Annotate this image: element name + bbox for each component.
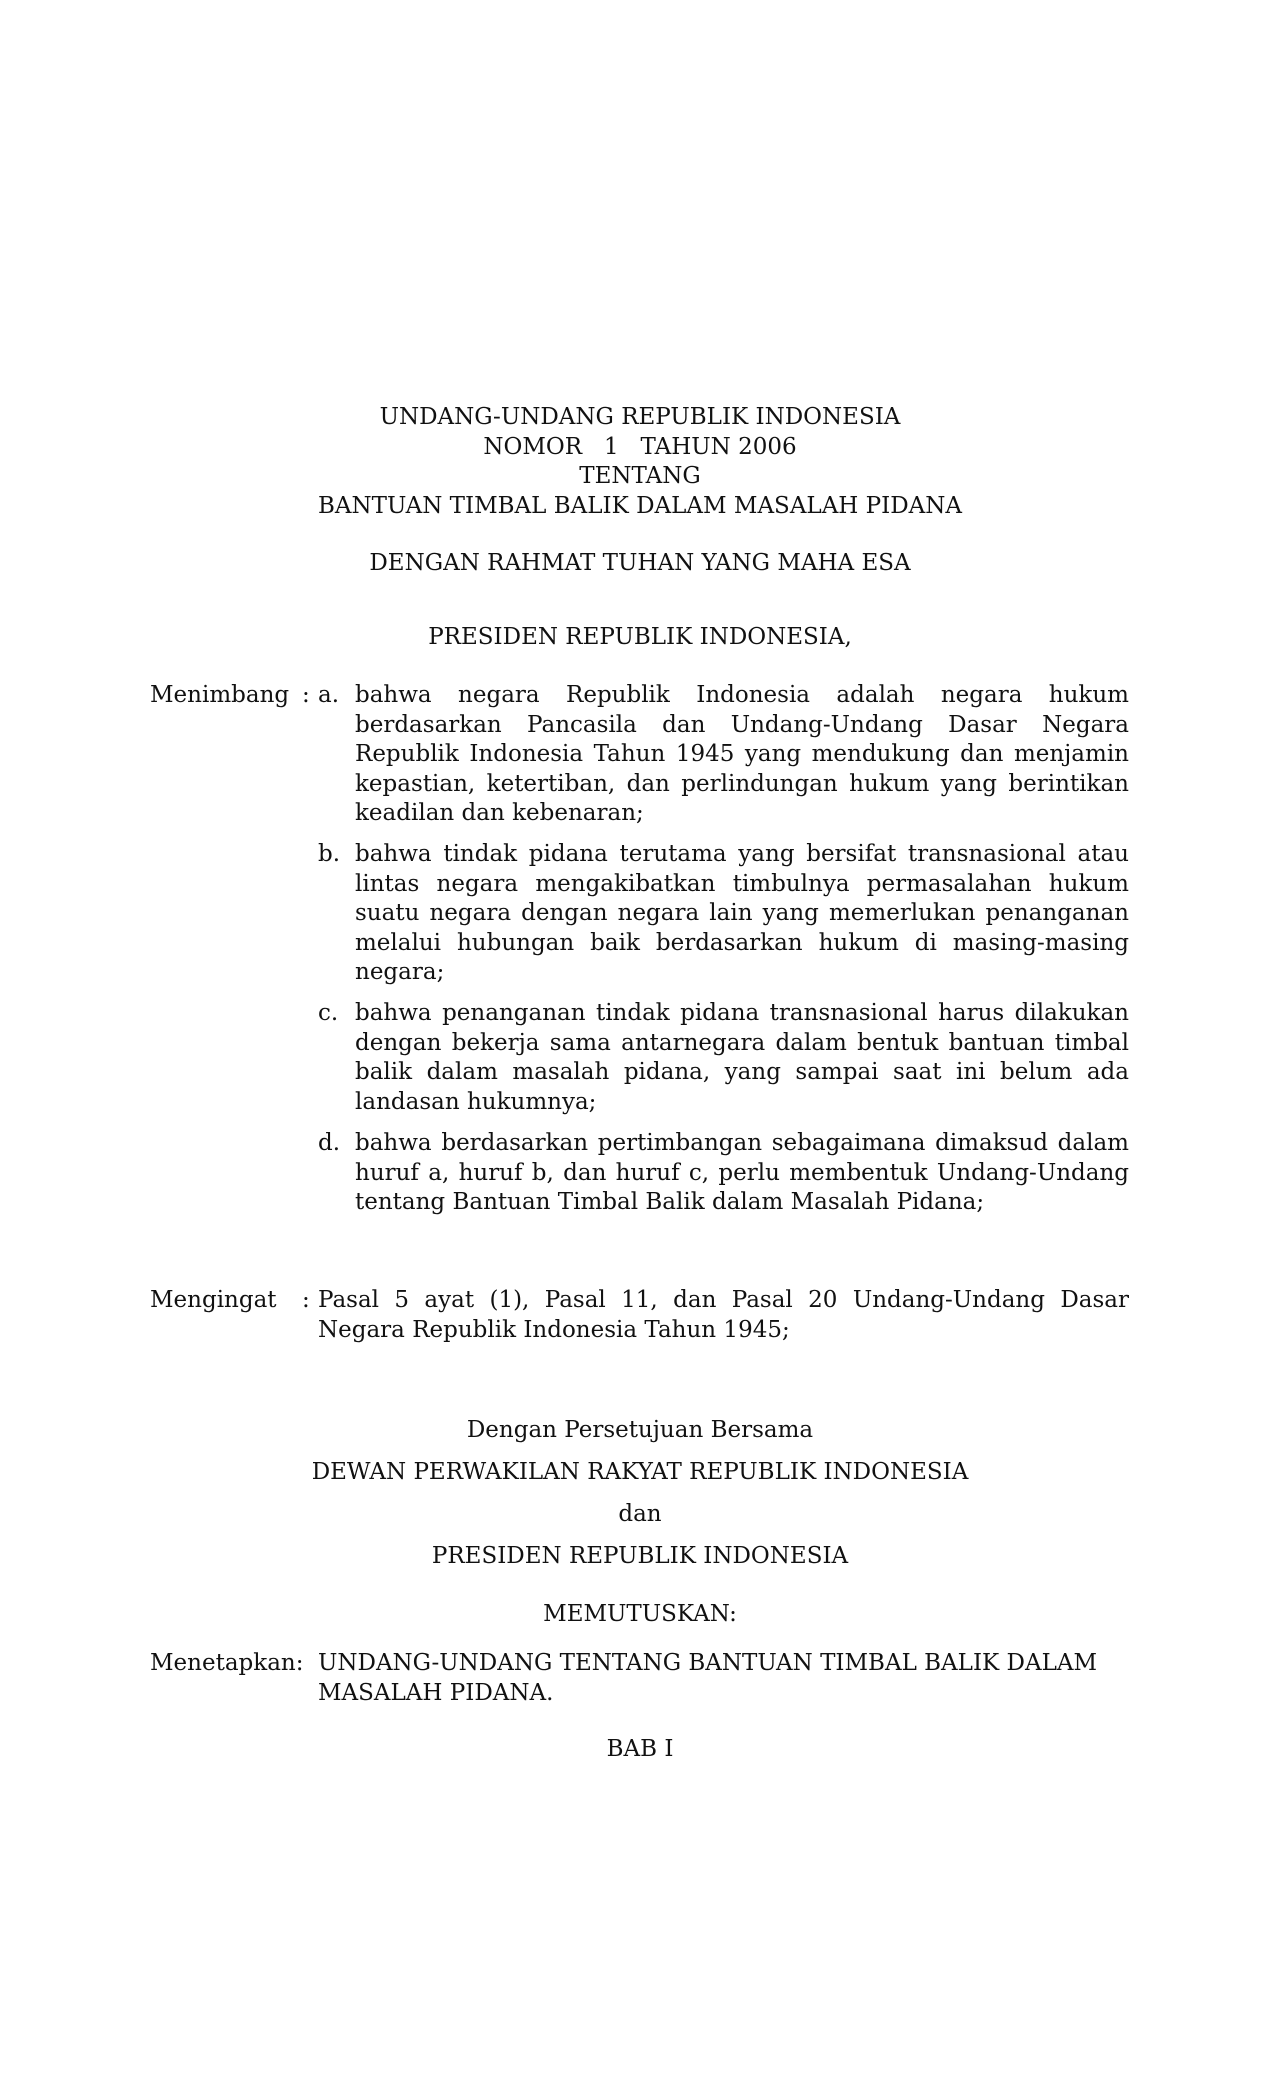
menimbang-label: Menimbang [150, 682, 290, 708]
approval-president: PRESIDEN REPUBLIK INDONESIA [431, 1543, 849, 1569]
mengingat-section [150, 1286, 1130, 1346]
approval-dpr: DEWAN PERWAKILAN RAKYAT REPUBLIK INDONESIA [311, 1459, 969, 1485]
decision-heading: MEMUTUSKAN: [543, 1601, 737, 1627]
invocation: DENGAN RAHMAT TUHAN YANG MAHA ESA [369, 550, 911, 576]
menimbang-item-b-letter: b. [318, 841, 341, 867]
chapter-heading: BAB I [606, 1736, 674, 1762]
menimbang-colon: : [302, 682, 310, 708]
mengingat-colon: : [302, 1287, 310, 1313]
menetapkan-label: Menetapkan: [150, 1650, 304, 1676]
menimbang-item-b-text: bahwa tindak pidana terutama yang bersifat transnasional atau lintas negara mengakibatkan timbulnya permasalahan hukum suatu negara dengan negara lain yang memerlukan penanganan melalui hubungan baik berdasarkan hukum di masing-masing negara; [355, 841, 1129, 985]
menetapkan-section [150, 1649, 1130, 1709]
approval-intro: Dengan Persetujuan Bersama [466, 1417, 814, 1443]
menimbang-section [150, 681, 1130, 1251]
president-heading: PRESIDEN REPUBLIK INDONESIA, [428, 624, 852, 650]
law-about: TENTANG [579, 463, 701, 489]
approval-and: dan [618, 1501, 662, 1527]
menetapkan-text: UNDANG-UNDANG TENTANG BANTUAN TIMBAL BALIK DALAM MASALAH PIDANA. [318, 1650, 1098, 1706]
menimbang-item-a-text: bahwa negara Republik Indonesia adalah negara hukum berdasarkan Pancasila dan Undang-Undang Dasar Negara Republik Indonesia Tahun 1945 yang mendukung dan menjamin kepastian, ketertiban, dan perlindungan hukum yang berintikan keadilan dan kebenaran; [355, 682, 1129, 826]
law-number: NOMOR 1 TAHUN 2006 [483, 434, 797, 460]
menimbang-item-d-text: bahwa berdasarkan pertimbangan sebagaimana dimaksud dalam huruf a, huruf b, dan huruf c, perlu membentuk Undang-Undang tentang Bantuan Timbal Balik dalam Masalah Pidana; [355, 1130, 1129, 1215]
mengingat-label: Mengingat [150, 1287, 277, 1313]
law-title: UNDANG-UNDANG REPUBLIK INDONESIA [379, 404, 901, 430]
menimbang-item-a-letter: a. [318, 682, 340, 708]
menimbang-item-c-letter: c. [318, 1000, 339, 1026]
menimbang-item-d-letter: d. [318, 1130, 341, 1156]
law-subject: BANTUAN TIMBAL BALIK DALAM MASALAH PIDANA [317, 493, 963, 519]
mengingat-text: Pasal 5 ayat (1), Pasal 11, dan Pasal 20 Undang-Undang Dasar Negara Republik Indonesia Tahun 1945; [318, 1287, 1129, 1343]
menimbang-item-c-text: bahwa penanganan tindak pidana transnasional harus dilakukan dengan bekerja sama antarnegara dalam bentuk bantuan timbal balik dalam masalah pidana, yang sampai saat ini belum ada landasan hukumnya; [355, 1000, 1129, 1115]
